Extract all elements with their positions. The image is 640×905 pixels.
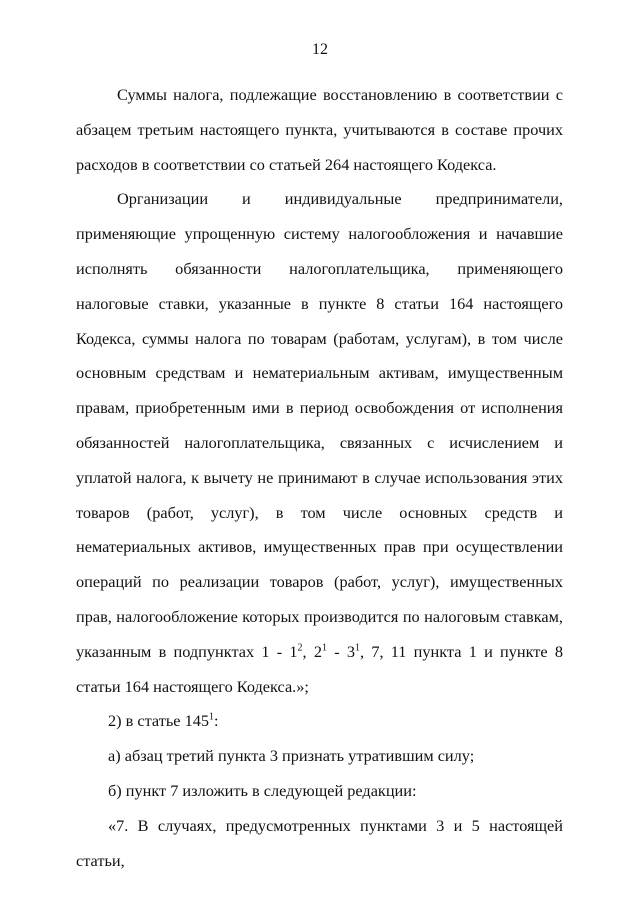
paragraph: [76, 78, 563, 182]
text-run: , 2: [302, 641, 322, 661]
text-run: а) абзац третий пункта 3 признать утратившим силу;: [108, 746, 475, 766]
text-run: б) пункт 7 изложить в следующей редакции:: [108, 780, 417, 800]
superscript: 1: [209, 711, 214, 723]
superscript: 1: [321, 642, 327, 654]
text-run: , 7, 11 пункта 1 и пункте 8 статьи 164 настоящего Кодекса.»;: [76, 641, 564, 696]
superscript: 2: [297, 642, 303, 654]
text-run: 2) в статье 145: [108, 711, 209, 731]
paragraph: [76, 809, 563, 879]
text-run: Организации и индивидуальные предприниматели, применяющие упрощенную систему налогообложения и начавшие исполнять обязанности налогоплательщика, применяющего налоговые ставки, указанные в пункте 8 статьи 164 настоящего Кодекса, суммы налога по товарам (работам, услугам), в том числе основным средствам и нематериальным активам, имущественным правам, приобретенным ими в период освобождения от исполнения обязанностей налогоплательщика, связанных с исчислением и уплатой налога, к вычету не принимают в случае использования этих товаров (работ, услуг), в том числе основных средств и нематериальных активов, имущественных прав при осуществлении операций по реализации товаров (работ, услуг), имущественных прав, налогообложение которых производится по налоговым ставкам, указанным в подпунктах 1 - 1: [76, 189, 563, 661]
text-run: Суммы налога, подлежащие восстановлению в соответствии с абзацем третьим настоящего пункта, учитываются в составе прочих расходов в соответствии со статьей 264 настоящего Кодекса.: [76, 85, 563, 174]
page-number: 12: [312, 41, 328, 58]
paragraph: [76, 704, 563, 739]
text-run: :: [214, 711, 219, 731]
document-body: [76, 78, 563, 878]
text-run: - 3: [326, 641, 356, 661]
text-run: «7. В случаях, предусмотренных пунктами 3 и 5 настоящей статьи,: [76, 815, 563, 870]
paragraph: [76, 182, 563, 704]
paragraph: [76, 739, 563, 774]
superscript: 1: [355, 642, 361, 654]
paragraph: [76, 774, 563, 809]
